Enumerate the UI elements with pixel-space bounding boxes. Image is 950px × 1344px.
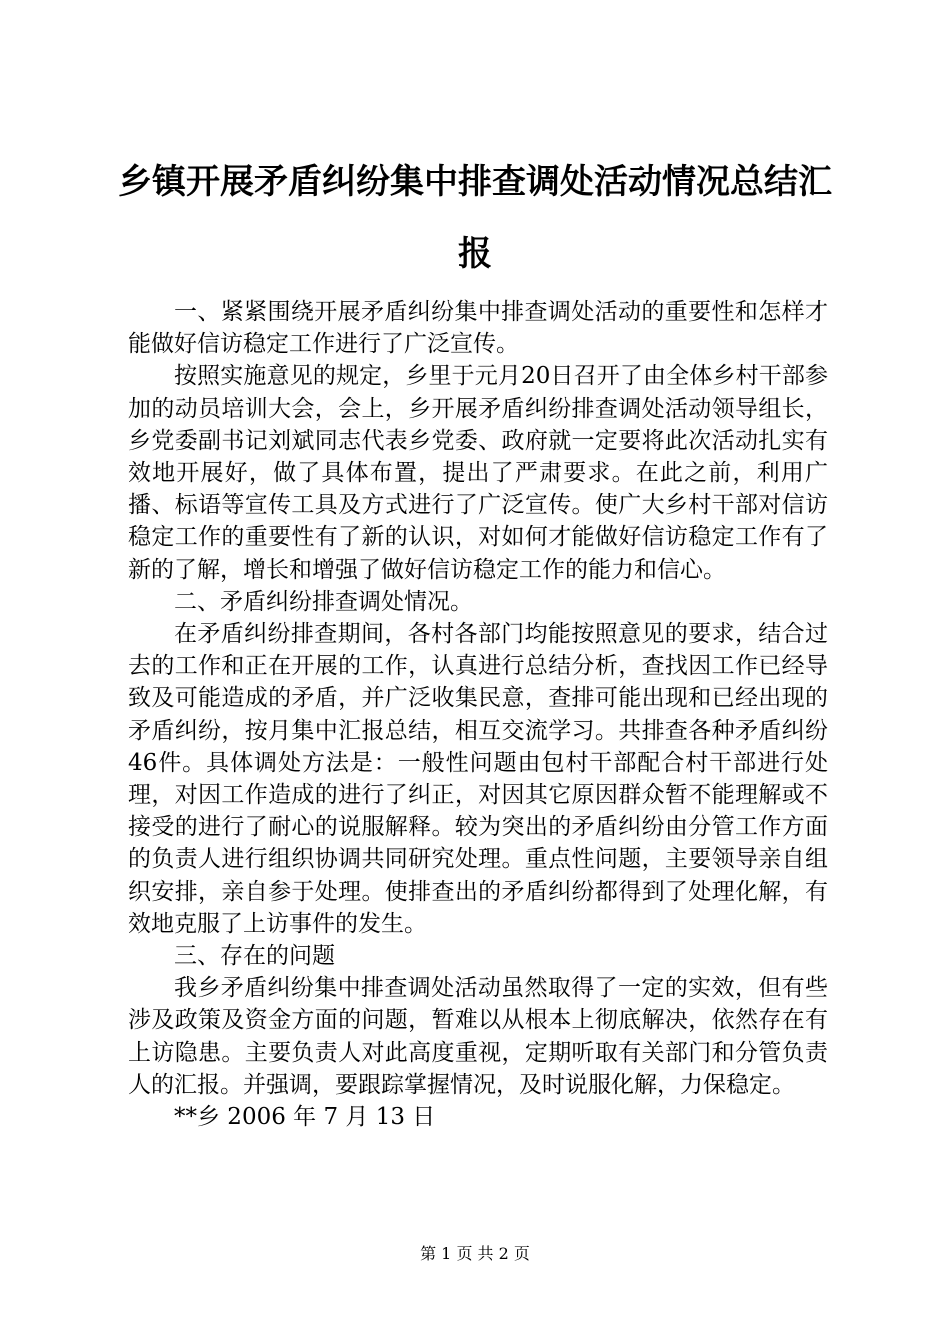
paragraph-problems: 我乡矛盾纠纷集中排查调处活动虽然取得了一定的实效，但有些涉及政策及资金方面的问题，暂难以从根本上彻底解决，依然存在有上访隐患。主要负责人对此高度重视，定期听取有关部门和分管负责人的汇报。并强调，要跟踪掌握情况，及时说服化解，力保稳定。 bbox=[128, 975, 828, 1098]
paragraph-investigation: 在矛盾纠纷排查期间，各村各部门均能按照意见的要求，结合过去的工作和正在开展的工作，认真进行总结分析，查找因工作已经导致及可能造成的矛盾，并广泛收集民意，查排可能出现和已经出现的矛盾纠纷，按月集中汇报总结，相互交流学习。共排查各种矛盾纠纷46件。具体调处方法是：一般性问题由包村干部配合村干部进行处理，对因工作造成的进行了纠正，对因其它原因群众暂不能理解或不接受的进行了耐心的说服解释。较为突出的矛盾纠纷由分管工作方面的负责人进行组织协调共同研究处理。重点性问题，主要领导亲自组织安排，亲自参于处理。使排查出的矛盾纠纷都得到了处理化解，有效地克服了上访事件的发生。 bbox=[128, 621, 828, 937]
section-heading-1: 一、紧紧围绕开展矛盾纠纷集中排查调处活动的重要性和怎样才能做好信访稳定工作进行了广泛宣传。 bbox=[128, 299, 828, 358]
page-footer: 第 1 页 共 2 页 bbox=[420, 1244, 530, 1263]
signature-date: **乡 2006 年 7 月 13 日 bbox=[174, 1104, 436, 1131]
document-title: 乡镇开展矛盾纠纷集中排查调处活动情况总结汇报 bbox=[118, 162, 832, 274]
paragraph-meeting: 按照实施意见的规定，乡里于元月20日召开了由全体乡村干部参加的动员培训大会，会上，乡开展矛盾纠纷排查调处活动领导组长，乡党委副书记刘斌同志代表乡党委、政府就一定要将此次活动扎实有效地开展好，做了具体布置，提出了严肃要求。在此之前，利用广播、标语等宣传工具及方式进行了广泛宣传。使广大乡村干部对信访稳定工作的重要性有了新的认识，对如何才能做好信访稳定工作有了新的了解，增长和增强了做好信访稳定工作的能力和信心。 bbox=[128, 363, 828, 583]
section-heading-3: 三、存在的问题 bbox=[174, 943, 335, 970]
section-heading-2: 二、矛盾纠纷排查调处情况。 bbox=[174, 588, 473, 615]
document-body bbox=[128, 296, 828, 1133]
